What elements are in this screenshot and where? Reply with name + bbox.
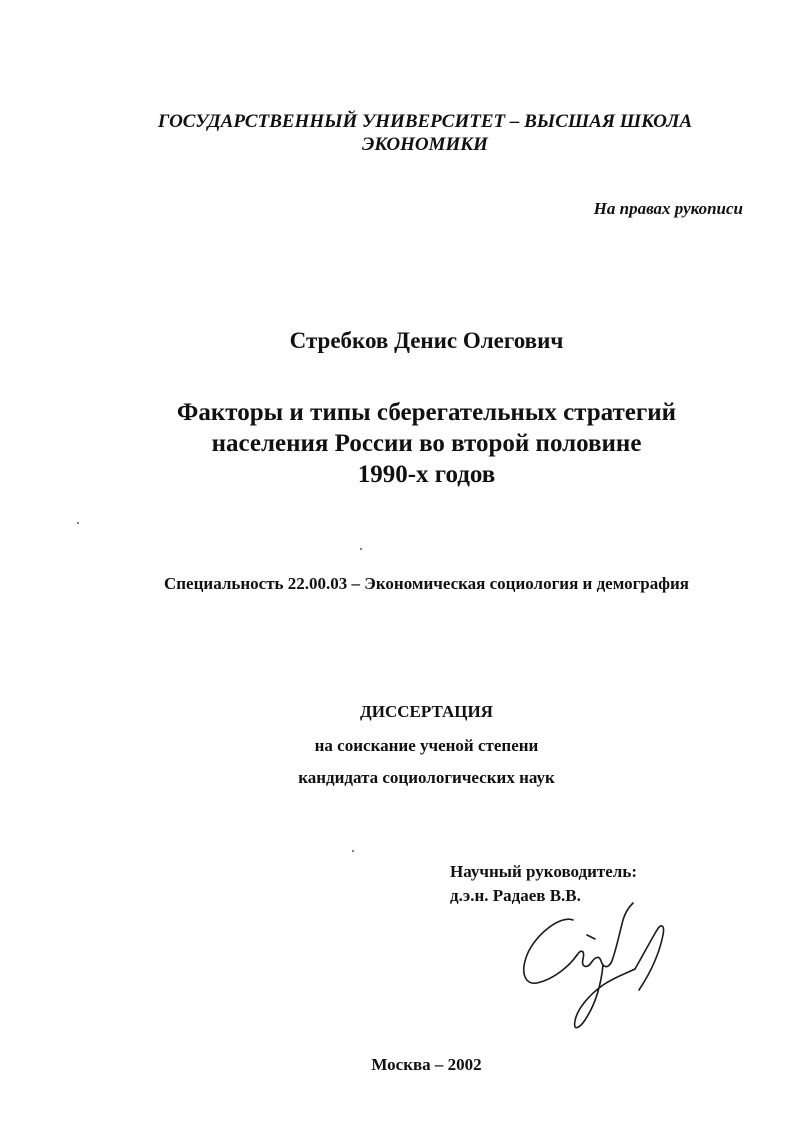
thesis-title — [0, 397, 793, 490]
place-and-year: Москва – 2002 — [371, 1055, 482, 1074]
scan-speck — [360, 548, 362, 550]
degree-line: на соискание ученой степени — [314, 736, 539, 755]
title-line: населения России во второй половине — [211, 430, 642, 457]
scan-speck — [352, 850, 354, 852]
author-name: Стребков Денис Олегович — [289, 328, 564, 353]
document-type: ДИССЕРТАЦИЯ — [360, 702, 493, 721]
supervisor-name: д.э.н. Радаев В.В. — [450, 886, 581, 905]
title-line: Факторы и типы сберегательных стратегий — [176, 399, 677, 426]
manuscript-note: На правах рукописи — [593, 199, 743, 218]
specialty: Специальность 22.00.03 – Экономическая социология и демография — [163, 574, 690, 593]
supervisor-label: Научный руководитель: — [450, 862, 637, 881]
handwritten-signature — [515, 895, 675, 1045]
scan-speck — [77, 522, 79, 524]
university-name: ГОСУДАРСТВЕННЫЙ УНИВЕРСИТЕТ – ВЫСШАЯ ШКОЛА ЭКОНОМИКИ — [157, 111, 693, 155]
degree-line: кандидата социологических наук — [298, 768, 555, 787]
title-line: 1990-х годов — [357, 461, 496, 488]
